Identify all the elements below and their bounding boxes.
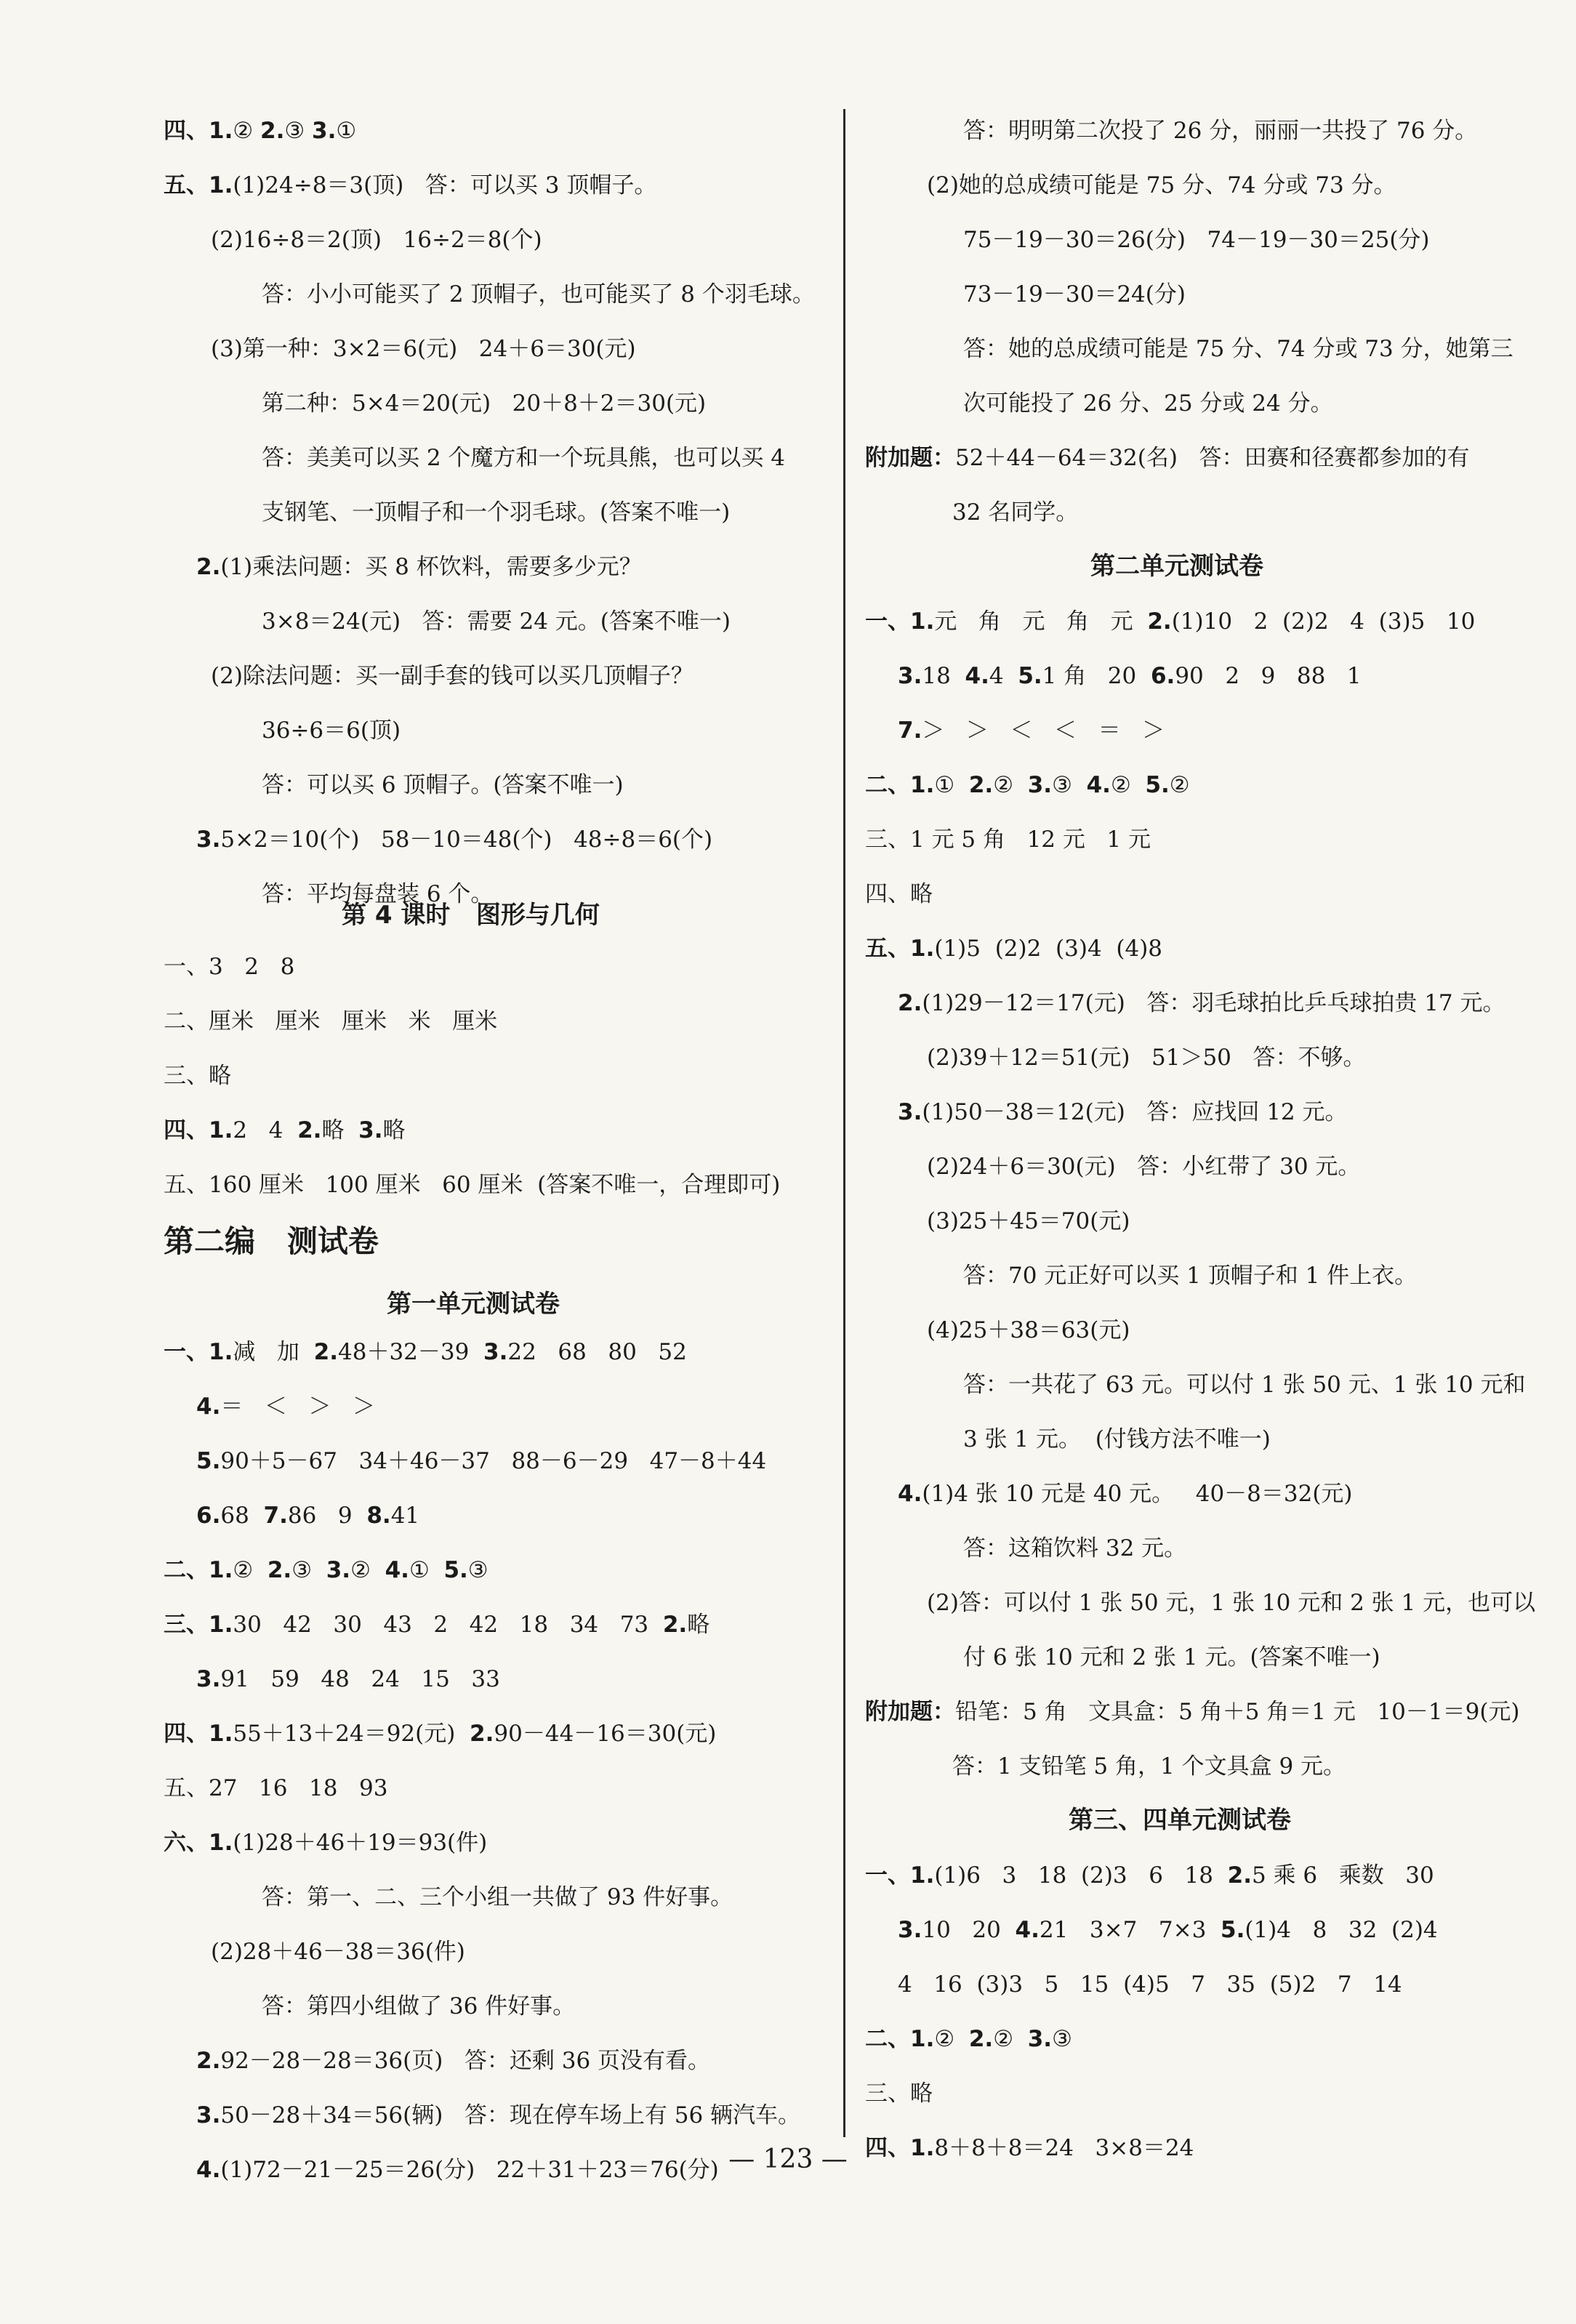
item-text: 92－28－28＝36(页) 答：还剩 36 页没有看。 [220, 2048, 711, 2074]
answer-line [196, 1447, 766, 1476]
item-marker: 2. [662, 1612, 688, 1638]
answer-line [865, 1697, 1520, 1726]
answer-line [927, 171, 1396, 200]
item-text: 4 16 (3)3 5 15 (4)5 7 35 (5)2 7 14 [898, 1971, 1402, 1998]
item-text: (3)第一种：3×2＝6(元) 24＋6＝30(元) [211, 336, 636, 362]
item-marker: 2. [968, 772, 994, 798]
answer-line [952, 498, 1078, 527]
item-marker: 8. [366, 1503, 391, 1529]
item-marker: 3. [326, 1557, 351, 1583]
item-text: ③ [1052, 772, 1087, 798]
item-marker: 4. [965, 663, 989, 689]
answer-line [963, 225, 1430, 254]
answer-line [952, 1752, 1346, 1781]
item-text: 32 名同学。 [952, 499, 1079, 526]
item-text: 略 [687, 1612, 710, 1638]
item-text: 答：美美可以买 2 个魔方和一个玩具熊，也可以买 4 [262, 445, 786, 471]
item-text: 91 59 48 24 15 33 [220, 1666, 500, 1692]
item-text: 答：小小可能买了 2 顶帽子，也可能买了 8 个羽毛球。 [262, 281, 815, 307]
answer-line [262, 771, 624, 800]
item-marker: 二、1. [865, 772, 935, 798]
item-text: 90 2 9 88 1 [1175, 663, 1362, 689]
item-text: (2)16÷8＝2(顶) 16÷2＝8(个) [211, 227, 542, 253]
item-marker: 2. [267, 1557, 292, 1583]
item-marker: 二、1. [865, 2026, 935, 2052]
item-text: 30 42 30 43 2 42 18 34 73 [233, 1612, 663, 1638]
item-text: 答：平均每盘装 6 个。 [262, 881, 494, 907]
answer-line [262, 443, 785, 473]
item-marker: 5. [443, 1557, 468, 1583]
item-marker: 4. [385, 1557, 409, 1583]
item-text: (1)5 (2)2 (3)4 (4)8 [934, 936, 1163, 962]
item-marker: 2. [470, 1721, 494, 1747]
item-text: 略 [321, 1117, 359, 1143]
item-text: (1)10 2 (2)2 4 (3)5 10 [1171, 608, 1476, 635]
answer-line [196, 825, 712, 854]
item-text: 21 3×7 7×3 [1039, 1917, 1221, 1943]
item-text: ① [934, 772, 969, 798]
answer-line [898, 1915, 1438, 1945]
item-text: ＝ ＜ ＞ ＞ [220, 1394, 376, 1420]
answer-line [262, 1992, 575, 2021]
item-marker: 2. [260, 118, 285, 144]
item-marker: 3. [1027, 772, 1053, 798]
answer-line [898, 1098, 1348, 1127]
item-marker: 四、1. [865, 2135, 935, 2161]
item-text: (2)答：可以付 1 张 50 元，1 张 10 元和 2 张 1 元，也可以 [927, 1590, 1536, 1616]
item-text: ＞ ＞ ＜ ＜ ＝ ＞ [922, 717, 1165, 744]
item-text: 50－28＋34＝56(辆) 答：现在停车场上有 56 辆汽车。 [220, 2102, 801, 2128]
answer-line [898, 989, 1505, 1018]
answer-line [963, 1425, 1271, 1454]
item-text: ② [1110, 772, 1146, 798]
item-marker: 5. [1145, 772, 1170, 798]
item-text: 答：一共花了 63 元。可以付 1 张 50 元、1 张 10 元和 [963, 1372, 1526, 1398]
item-marker: 2. [1147, 608, 1172, 635]
item-marker: 4. [1086, 772, 1111, 798]
item-text: 55＋13＋24＝92(元) [233, 1721, 470, 1747]
item-text: 五、160 厘米 100 厘米 60 厘米 (答案不唯一，合理即可) [164, 1172, 781, 1198]
item-text: (2)24＋6＝30(元) 答：小红带了 30 元。 [927, 1154, 1361, 1180]
item-marker: 2. [196, 554, 221, 580]
answer-line [164, 1170, 780, 1199]
item-text: (2)除法问题：买一副手套的钱可以买几顶帽子？ [211, 663, 693, 689]
item-text: 3 张 1 元。 (付钱方法不唯一) [963, 1426, 1271, 1452]
page-number: — 123 — [728, 2144, 848, 2174]
answer-line [164, 1116, 406, 1145]
item-text: 48＋32－39 [338, 1339, 484, 1365]
item-marker: 五、1. [865, 936, 935, 962]
answer-line [865, 2079, 933, 2108]
item-marker: 4. [196, 2157, 221, 2183]
answer-line [164, 116, 356, 145]
item-text: 四、略 [865, 881, 933, 907]
item-marker: 2. [313, 1339, 338, 1365]
item-marker: 3. [898, 1917, 922, 1943]
item-text: 付 6 张 10 元和 2 张 1 元。(答案不唯一) [963, 1644, 1380, 1670]
item-text: ① [336, 118, 357, 144]
item-text: 三、1 元 5 角 12 元 1 元 [865, 827, 1151, 853]
item-marker: 2. [1227, 1862, 1252, 1889]
item-text: 86 9 [287, 1503, 367, 1529]
item-text: (1)24÷8＝3(顶) 答：可以买 3 顶帽子。 [233, 172, 657, 198]
item-marker: 7. [898, 717, 922, 744]
section-heading: 第三、四单元测试卷 [1069, 1806, 1291, 1835]
item-text: 90＋5－67 34＋46－37 88－6－29 47－8＋44 [220, 1448, 767, 1474]
item-text: 5×2＝10(个) 58－10＝48(个) 48÷8＝6(个) [220, 827, 713, 853]
item-marker: 6. [1150, 663, 1175, 689]
section-heading: 第二单元测试卷 [1090, 552, 1263, 581]
answer-line [164, 171, 656, 200]
item-text: ③ [467, 1557, 489, 1583]
item-text: ③ [1052, 2026, 1072, 2052]
answer-line [963, 1261, 1417, 1290]
answer-line [196, 1392, 375, 1421]
item-marker: 2. [196, 2048, 221, 2074]
item-marker: 四、1. [164, 1117, 233, 1143]
item-text: (1)50－38＝12(元) 答：应找回 12 元。 [922, 1099, 1348, 1125]
item-marker: 3. [196, 827, 221, 853]
item-marker: 5. [196, 1448, 221, 1474]
item-text: ③ [292, 1557, 326, 1583]
item-text: (3)25＋45＝70(元) [927, 1208, 1130, 1234]
answer-line [196, 2046, 710, 2075]
answer-line [927, 1043, 1365, 1072]
item-text: (1)4 8 32 (2)4 [1245, 1917, 1438, 1943]
answer-line [865, 880, 933, 909]
item-text: ② [934, 2026, 969, 2052]
item-text: 2 4 [233, 1117, 298, 1143]
item-text: 4 [989, 663, 1018, 689]
item-marker: 四、1. [164, 118, 233, 144]
answer-line [865, 2025, 1072, 2054]
answer-line [898, 1479, 1353, 1508]
item-text: 答：70 元正好可以买 1 顶帽子和 1 件上衣。 [963, 1263, 1418, 1289]
answer-line [262, 498, 730, 527]
item-text: (2)39＋12＝51(元) 51＞50 答：不够。 [927, 1045, 1366, 1071]
answer-line [164, 1061, 231, 1090]
item-marker: 3. [483, 1339, 508, 1365]
item-text: (1)4 张 10 元是 40 元。 40－8＝32(元) [922, 1481, 1353, 1507]
item-text: (1)28＋46＋19＝93(件) [233, 1830, 488, 1856]
answer-line [211, 225, 542, 254]
item-text: 73－19－30＝24(分) [963, 281, 1186, 307]
answer-line [164, 952, 294, 981]
item-marker: 五、1. [164, 172, 233, 198]
item-text: (4)25＋38＝63(元) [927, 1317, 1130, 1343]
item-marker: 3. [1027, 2026, 1053, 2052]
item-text: (2)她的总成绩可能是 75 分、74 分或 73 分。 [927, 172, 1396, 198]
answer-line [262, 716, 401, 745]
answer-line [927, 1152, 1360, 1181]
answer-line [865, 771, 1190, 800]
answer-line [164, 1774, 387, 1803]
item-text: ② [993, 772, 1028, 798]
item-text: 10 20 [922, 1917, 1016, 1943]
item-marker: 4. [196, 1394, 221, 1420]
answer-line [164, 1828, 487, 1857]
item-text: (1)29－12＝17(元) 答：羽毛球拍比乒乓球拍贵 17 元。 [922, 990, 1505, 1016]
item-marker: 附加题： [865, 445, 955, 471]
answer-line [865, 443, 1470, 473]
answer-line [927, 1588, 1535, 1617]
answer-line [898, 716, 1165, 745]
item-marker: 3. [898, 1099, 922, 1125]
item-text: 答：她的总成绩可能是 75 分、74 分或 73 分，她第三 [963, 336, 1513, 362]
answer-line [196, 1501, 419, 1530]
answer-line [196, 1665, 500, 1694]
answer-line [963, 1534, 1186, 1563]
answer-line [164, 1007, 497, 1036]
item-marker: 3. [196, 1666, 221, 1692]
answer-line [164, 1610, 709, 1639]
item-marker: 3. [312, 118, 337, 144]
answer-line [196, 552, 642, 582]
item-text: 8＋8＋8＝24 3×8＝24 [934, 2135, 1194, 2161]
item-text: 41 [390, 1503, 420, 1529]
answer-line [963, 116, 1477, 145]
item-marker: 二、1. [164, 1557, 233, 1583]
answer-line [898, 662, 1362, 691]
answer-line [211, 662, 693, 691]
item-text: ② [233, 1557, 268, 1583]
item-text: 次可能投了 26 分、25 分或 24 分。 [963, 390, 1333, 417]
answer-line [865, 934, 1162, 963]
answer-line [164, 1556, 489, 1585]
answer-line [211, 334, 636, 363]
item-marker: 2. [968, 2026, 994, 2052]
answer-line [262, 280, 815, 309]
item-marker: 2. [297, 1117, 322, 1143]
item-marker: 一、1. [865, 608, 935, 635]
item-text: (1)6 3 18 (2)3 6 18 [934, 1862, 1228, 1889]
item-text: 36÷6＝6(顶) [262, 717, 401, 744]
item-text: 五、27 16 18 93 [164, 1775, 388, 1801]
answer-line [164, 1719, 716, 1748]
item-marker: 三、1. [164, 1612, 233, 1638]
answer-line [211, 1937, 465, 1966]
item-marker: 一、1. [865, 1862, 935, 1889]
item-marker: 附加题： [865, 1699, 955, 1725]
item-text: 答：明明第二次投了 26 分，丽丽一共投了 76 分。 [963, 118, 1478, 144]
item-text: 22 68 80 52 [507, 1339, 687, 1365]
item-text: 支钢笔、一顶帽子和一个羽毛球。(答案不唯一) [262, 499, 731, 526]
item-marker: 4. [1015, 1917, 1040, 1943]
item-text: 二、厘米 厘米 厘米 米 厘米 [164, 1008, 498, 1034]
answer-line [262, 1883, 733, 1912]
answer-line [963, 1643, 1380, 1672]
item-text: ③ [284, 118, 313, 144]
item-marker: 3. [898, 663, 922, 689]
item-marker: 7. [263, 1503, 288, 1529]
column-divider [843, 109, 845, 2137]
answer-line [196, 2101, 800, 2130]
item-marker: 3. [358, 1117, 383, 1143]
item-text: ② [233, 118, 261, 144]
answer-line [262, 389, 706, 418]
item-text: 铅笔：5 角 文具盒：5 角＋5 角＝1 元 10－1＝9(元) [955, 1699, 1520, 1725]
answer-line [898, 1970, 1402, 1999]
item-marker: 6. [196, 1503, 221, 1529]
item-text: 三、略 [865, 2080, 933, 2107]
item-marker: 六、1. [164, 1830, 233, 1856]
item-text: 答：第一、二、三个小组一共做了 93 件好事。 [262, 1884, 733, 1910]
answer-line [927, 1207, 1130, 1236]
part-heading: 第二编 测试卷 [164, 1223, 379, 1259]
item-text: ② [993, 2026, 1028, 2052]
item-text: ② [1169, 772, 1190, 798]
item-text: (1)72－21－25＝26(分) 22＋31＋23＝76(分) [220, 2157, 719, 2183]
answer-line [262, 607, 731, 636]
answer-line [927, 1316, 1130, 1345]
item-text: (1)乘法问题：买 8 杯饮料，需要多少元？ [220, 554, 642, 580]
item-text: 三、略 [164, 1063, 231, 1089]
section-heading: 第一单元测试卷 [387, 1290, 560, 1319]
item-text: 52＋44－64＝32(名) 答：田赛和径赛都参加的有 [955, 445, 1470, 471]
answer-line [963, 334, 1513, 363]
item-marker: 2. [898, 990, 922, 1016]
item-text: 略 [382, 1117, 406, 1143]
item-text: (2)28＋46－38＝36(件) [211, 1939, 465, 1965]
answer-line [865, 825, 1151, 854]
item-text: 5 乘 6 乘数 30 [1252, 1862, 1434, 1889]
item-text: 答：第四小组做了 36 件好事。 [262, 1993, 576, 2019]
answer-line [963, 280, 1186, 309]
answer-line [865, 1861, 1434, 1890]
item-marker: 一、1. [164, 1339, 233, 1365]
item-text: 75－19－30＝26(分) 74－19－30＝25(分) [963, 227, 1430, 253]
item-text: 18 [922, 663, 965, 689]
answer-line [963, 389, 1333, 418]
item-text: 元 角 元 角 元 [934, 608, 1148, 635]
answer-line [164, 1338, 687, 1367]
item-marker: 4. [898, 1481, 922, 1507]
item-marker: 5. [1221, 1917, 1245, 1943]
section-heading: 第 4 课时 图形与几何 [342, 901, 600, 930]
item-text: ① [409, 1557, 444, 1583]
item-text: 答：1 支铅笔 5 角，1 个文具盒 9 元。 [952, 1753, 1346, 1780]
item-text: 一、3 2 8 [164, 954, 295, 980]
answer-line [865, 607, 1475, 636]
item-text: 答：这箱饮料 32 元。 [963, 1535, 1187, 1561]
item-text: 1 角 20 [1042, 663, 1151, 689]
item-text: 3×8＝24(元) 答：需要 24 元。(答案不唯一) [262, 608, 731, 635]
item-text: 90－44－16＝30(元) [494, 1721, 717, 1747]
item-marker: 3. [196, 2102, 221, 2128]
item-text: 答：可以买 6 顶帽子。(答案不唯一) [262, 772, 624, 798]
item-text: 68 [220, 1503, 264, 1529]
item-marker: 四、1. [164, 1721, 233, 1747]
item-marker: 5. [1018, 663, 1042, 689]
answer-line [963, 1370, 1525, 1399]
item-text: 减 加 [233, 1339, 314, 1365]
item-text: 第二种：5×4＝20(元) 20＋8＋2＝30(元) [262, 390, 707, 417]
item-text: ② [350, 1557, 385, 1583]
